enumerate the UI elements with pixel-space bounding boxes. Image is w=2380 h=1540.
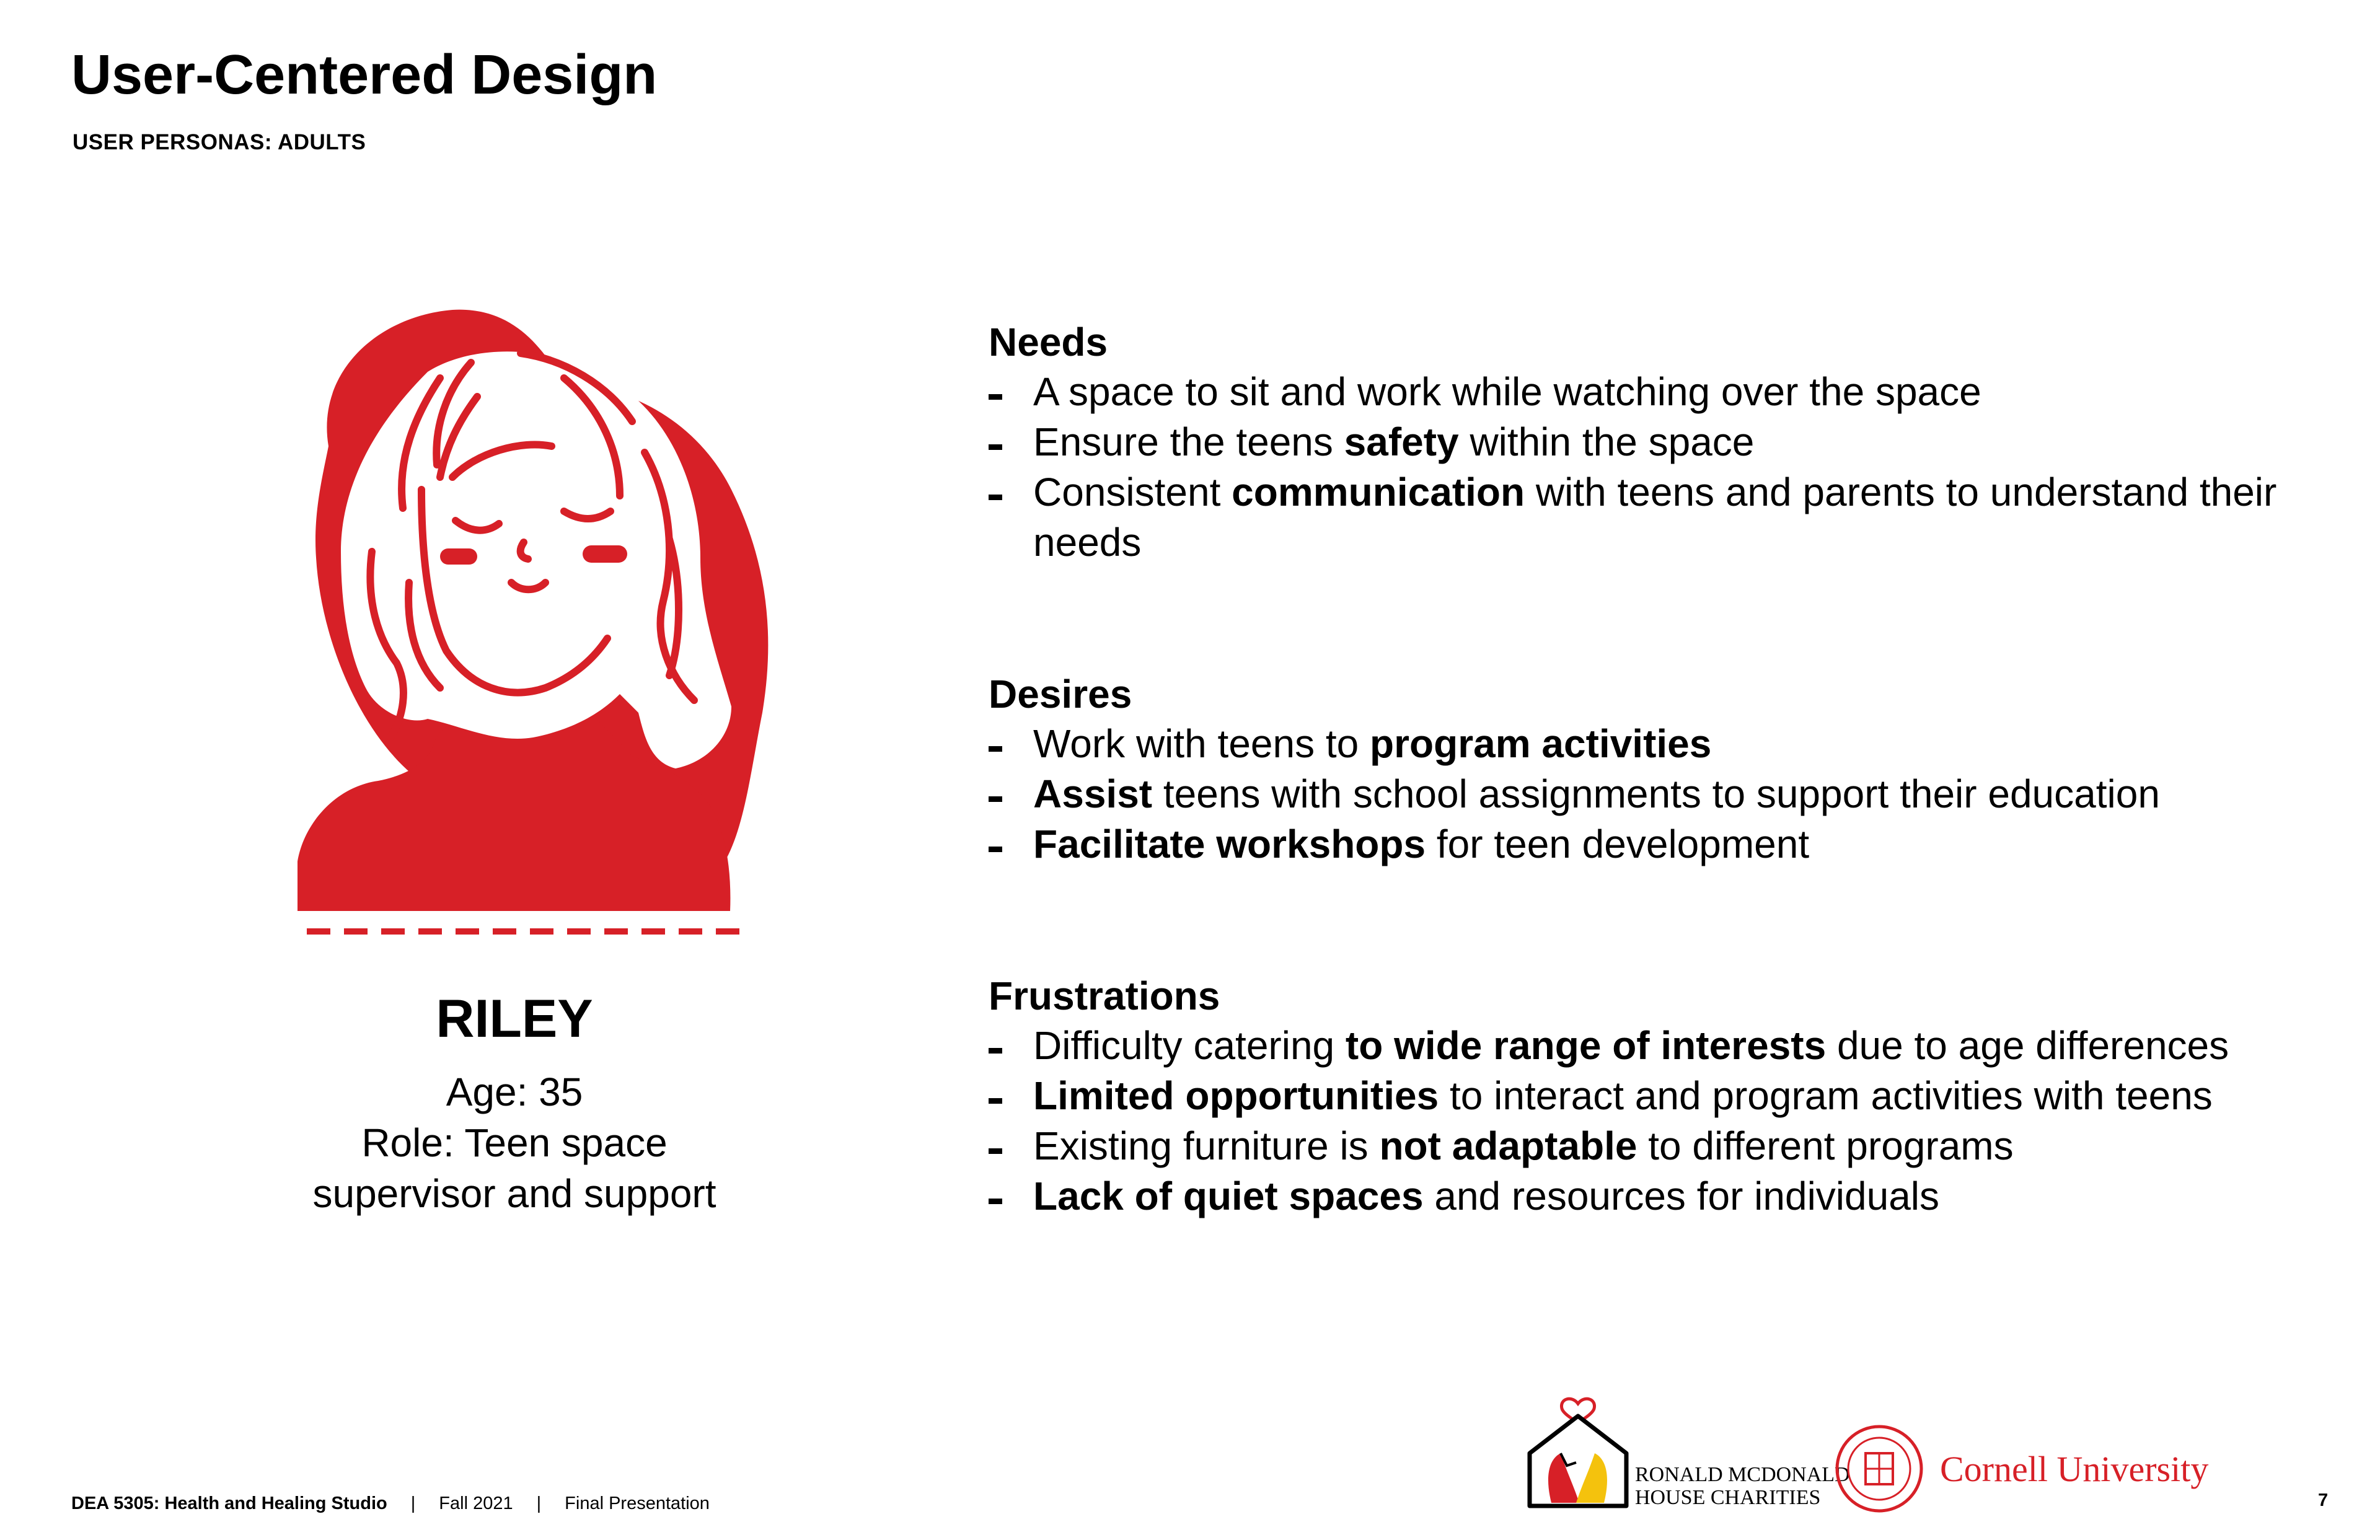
cornell-name: Cornell University (1940, 1449, 2209, 1489)
bold-text: Facilitate workshops (1033, 822, 1426, 866)
text: to interact and program activities with teens (1439, 1073, 2213, 1118)
dash-bullet-icon (989, 1098, 1002, 1104)
text: Consistent (1033, 470, 1232, 514)
list-item (989, 769, 2321, 819)
needs-heading: Needs (989, 320, 1108, 364)
text: within the space (1458, 420, 1755, 464)
cornell-seal-icon (1835, 1419, 2209, 1518)
list-item (989, 367, 2321, 417)
rmhc-name-line-1: RONALD MCDONALD (1635, 1463, 1850, 1486)
bold-text: Limited opportunities (1033, 1073, 1439, 1118)
needs-section (989, 317, 2321, 568)
list-item (989, 1171, 2321, 1221)
footer-course: DEA 5305: Health and Healing Studio (71, 1494, 387, 1513)
rmhc-house-icon (1517, 1385, 1850, 1521)
desires-heading: Desires (989, 672, 1132, 716)
dash-bullet-icon (989, 847, 1002, 852)
needs-list (989, 367, 2321, 568)
text: A space to sit and work while watching over the space (1033, 369, 1981, 414)
text: with teens and parents to understand their needs (1033, 470, 2277, 565)
bold-text: Assist (1033, 772, 1153, 816)
page-title: User-Centered Design (71, 44, 658, 106)
dash-bullet-icon (989, 746, 1002, 752)
footer-separator: | (536, 1494, 542, 1513)
list-item (989, 1121, 2321, 1171)
bold-text: not adaptable (1379, 1124, 1637, 1168)
list-item (989, 719, 2321, 769)
text: teens with school assignments to support their education (1152, 772, 2160, 816)
dash-bullet-icon (989, 1199, 1002, 1204)
text: to different programs (1637, 1124, 2014, 1168)
text: due to age differences (1826, 1023, 2229, 1068)
bold-text: communication (1232, 470, 1525, 514)
list-item (989, 1021, 2321, 1071)
footer (71, 1494, 710, 1514)
frustrations-heading: Frustrations (989, 974, 1220, 1018)
rmhc-name-line-2: HOUSE CHARITIES (1635, 1486, 1821, 1509)
dash-bullet-icon (989, 495, 1002, 500)
persona-name: RILEY (436, 989, 593, 1049)
dash-bullet-icon (989, 796, 1002, 802)
dash-bullet-icon (989, 394, 1002, 400)
list-item (989, 819, 2321, 869)
text: for teen development (1426, 822, 1810, 866)
dashed-divider (307, 926, 753, 936)
text: and resources for individuals (1423, 1174, 1939, 1218)
frustrations-section (989, 971, 2321, 1221)
text: Ensure the teens (1033, 420, 1344, 464)
text: Work with teens to (1033, 721, 1370, 766)
bold-text: program activities (1370, 721, 1712, 766)
footer-type: Final Presentation (565, 1494, 710, 1513)
list-item (989, 467, 2321, 568)
bold-text: safety (1344, 420, 1459, 464)
woman-portrait-icon (273, 291, 831, 917)
dash-bullet-icon (989, 1048, 1002, 1054)
page-subtitle: USER PERSONAS: ADULTS (73, 130, 366, 154)
bold-text: Lack of quiet spaces (1033, 1174, 1424, 1218)
list-item (989, 1071, 2321, 1121)
persona-role-line-1: Role: Teen space (361, 1120, 668, 1165)
persona-role-line-2: supervisor and support (312, 1171, 716, 1216)
frustrations-list (989, 1021, 2321, 1221)
list-item (989, 417, 2321, 467)
bold-text: to wide range of interests (1345, 1023, 1827, 1068)
text: Difficulty catering (1033, 1023, 1346, 1068)
text: Existing furniture is (1033, 1124, 1380, 1168)
page-number: 7 (2318, 1490, 2329, 1510)
footer-term: Fall 2021 (439, 1494, 513, 1513)
footer-separator: | (410, 1494, 416, 1513)
dash-bullet-icon (989, 1148, 1002, 1154)
desires-list (989, 719, 2321, 869)
desires-section (989, 669, 2321, 869)
persona-age: Age: 35 (446, 1070, 583, 1114)
dash-bullet-icon (989, 444, 1002, 450)
